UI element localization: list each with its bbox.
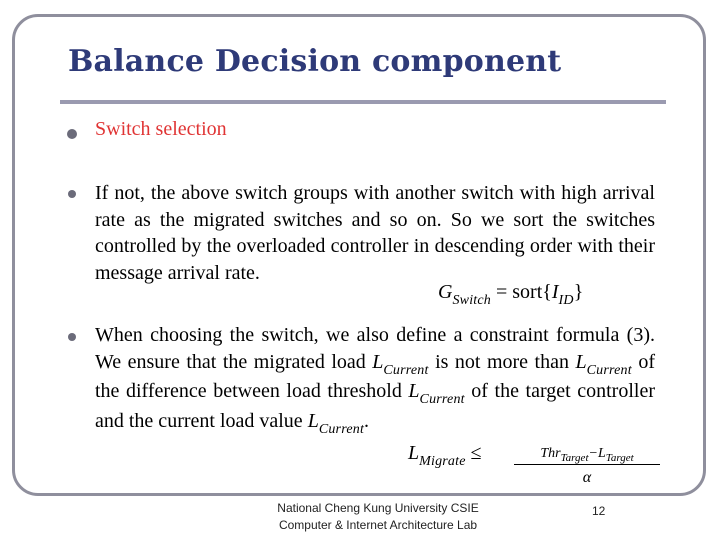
footer-affiliation: National Cheng Kung University CSIE Computer & Internet Architecture Lab <box>277 501 479 532</box>
fraction-numerator: $Thr_{Target}-L_{Target}$ <box>514 446 660 465</box>
bullet-dot-icon <box>67 129 77 139</box>
page-number: 12 <box>592 504 606 518</box>
bullet-switch-selection: Switch selection <box>95 118 227 140</box>
fraction-denominator: α <box>582 469 592 486</box>
formula-constraint: $L_{Migrate}$ ≤ <box>408 442 482 469</box>
bullet-sort-description: If not, the above switch groups with another switch with high arrival rate as the migrated switches and so on. So we sort the switches controlled by the overloaded controller in descending order with their message arrival rate. <box>95 182 655 284</box>
formula-fraction <box>514 446 660 487</box>
slide-title: Balance Decision component <box>68 44 562 79</box>
formula-sort: $G_{Switch}$ = $sort\{I_{ID}\}$ <box>438 281 584 308</box>
title-divider <box>60 100 666 104</box>
bullet-dot-icon <box>68 333 76 341</box>
bullet-dot-icon <box>68 190 76 198</box>
bullet-constraint-description: When choosing the switch, we also define a constraint formula (3). We ensure that the migrated load $L_{Current}$ is not more than $L_{Current}$ of the difference between load threshold $L_{Current}$ of the target controller and the current load value $L_{Current}$. <box>95 324 655 437</box>
